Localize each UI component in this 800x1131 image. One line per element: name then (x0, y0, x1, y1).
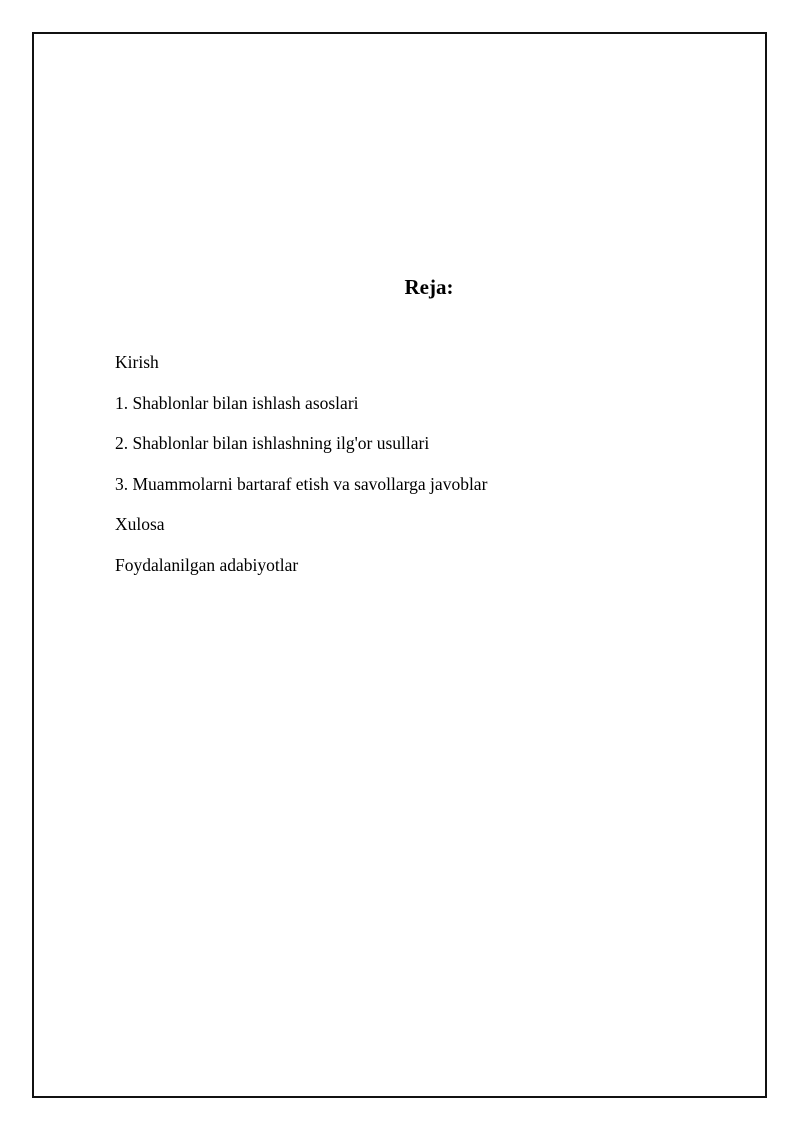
toc-item-introduction: Kirish (115, 352, 159, 372)
toc-item-section-3: 3. Muammolarni bartaraf etish va savollarga javoblar (115, 473, 488, 494)
toc-item-conclusion: Xulosa (115, 514, 165, 535)
toc-item-section-1: 1. Shablonlar bilan ishlash asoslari (115, 392, 359, 413)
page-title: Reja: (404, 275, 454, 299)
toc-item-section-2: 2. Shablonlar bilan ishlashning ilg'or usullari (115, 433, 430, 454)
toc-item-references: Foydalanilgan adabiyotlar (115, 554, 299, 575)
table-of-contents (115, 350, 487, 594)
